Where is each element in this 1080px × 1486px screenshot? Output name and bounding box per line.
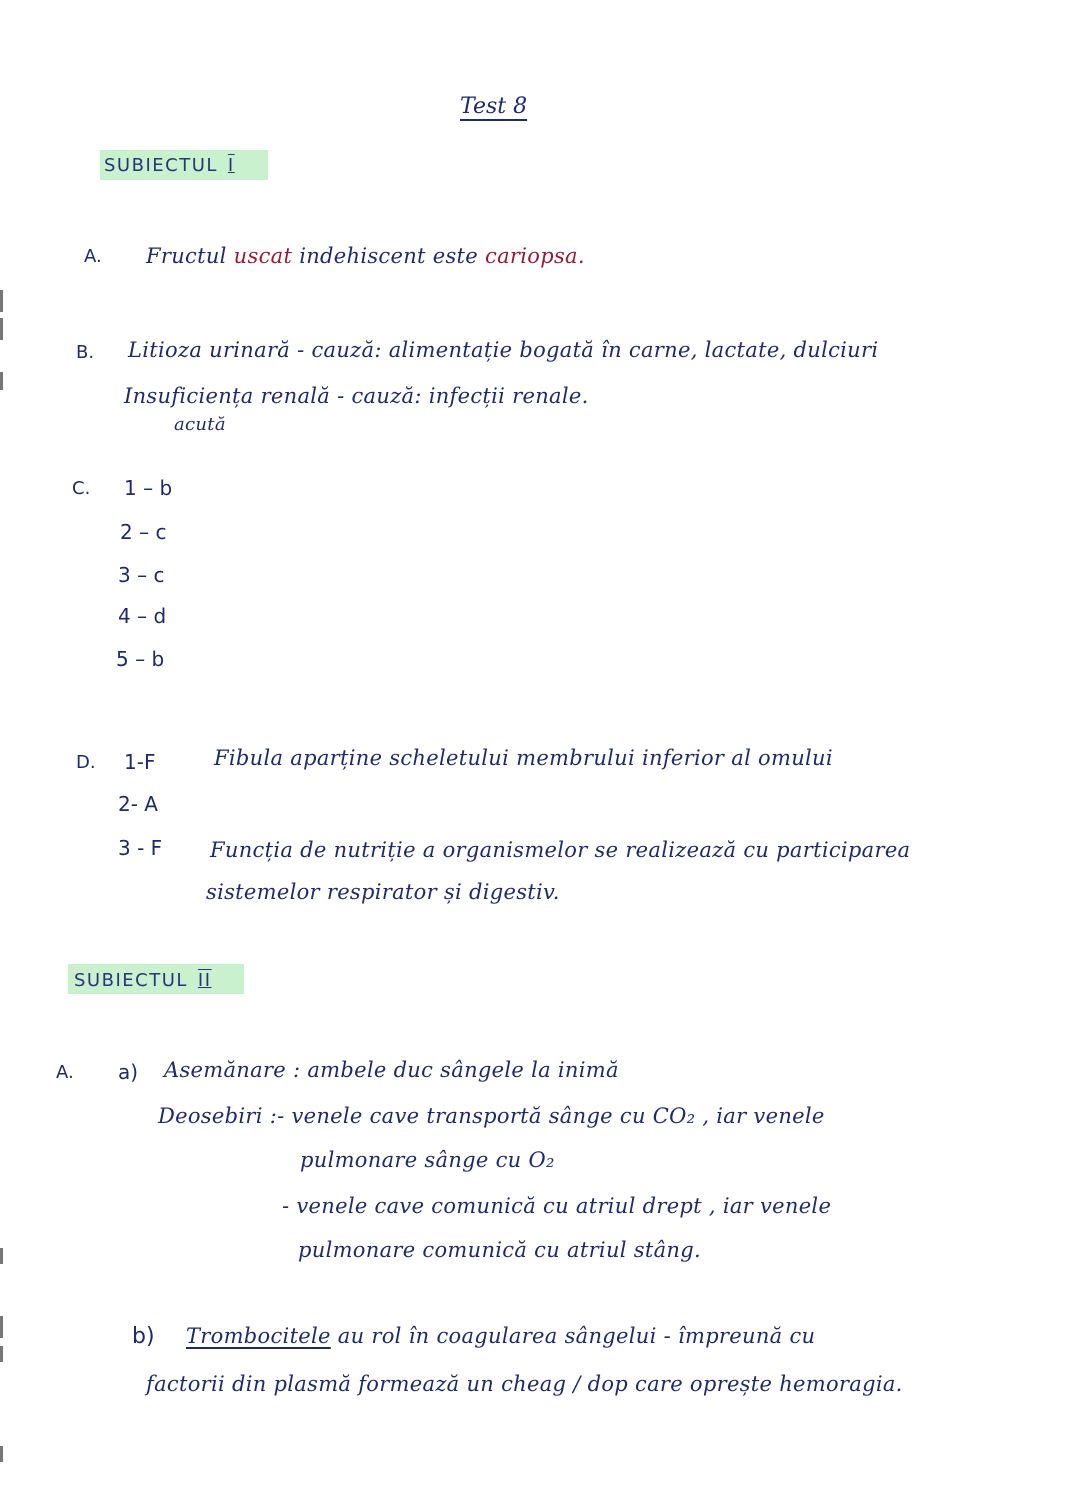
section-heading-text: SUBIECTUL	[74, 970, 188, 991]
answer-line: pulmonare sânge cu O₂	[300, 1148, 555, 1172]
item-label-d: D.	[76, 752, 96, 773]
match-row: 4 – d	[118, 604, 167, 628]
answer-a-keyword: uscat	[233, 244, 293, 268]
section-heading-1	[104, 155, 235, 176]
truefalse-correction: Fibula aparține scheletului membrului inferior al omului	[214, 746, 833, 770]
answer-line: pulmonare comunică cu atriul stâng.	[298, 1238, 701, 1262]
margin-mark	[0, 1446, 3, 1462]
answer-b-line: Litioza urinară - cauză: alimentație bogată în carne, lactate, dulciuri	[128, 338, 879, 362]
answer-b-insertion: acută	[174, 414, 226, 435]
truefalse-key: 1-F	[124, 750, 156, 774]
item-label-c: C.	[72, 478, 91, 499]
margin-mark	[0, 290, 3, 312]
match-row: 2 – c	[120, 520, 167, 544]
answer-b-line: Insuficiența renală - cauză: infecții renale.	[124, 384, 589, 408]
margin-mark	[0, 372, 3, 390]
answer-a-keyword: cariopsa.	[485, 244, 585, 268]
answer-a-part: indehiscent este	[299, 244, 479, 268]
section-heading-number: I	[227, 155, 235, 176]
section-heading-text: SUBIECTUL	[104, 155, 218, 176]
margin-mark	[0, 1248, 3, 1264]
match-row: 5 – b	[116, 647, 165, 671]
subitem-label: b)	[132, 1324, 155, 1349]
section-heading-number: II	[197, 970, 212, 991]
answer-line: - venele cave comunică cu atriul drept , iar venele	[282, 1194, 832, 1218]
answer-line: Asemănare : ambele duc sângele la inimă	[164, 1058, 619, 1082]
page-title: Test 8	[460, 94, 528, 119]
truefalse-key: 3 - F	[118, 836, 163, 860]
item-label-b: B.	[76, 342, 95, 363]
margin-mark	[0, 318, 3, 340]
keyword-underlined: Trombocitele	[186, 1324, 331, 1348]
answer-line-rest: au rol în coagularea sângelui - împreună cu	[337, 1324, 816, 1348]
margin-mark	[0, 1316, 3, 1338]
match-row: 3 – c	[118, 563, 165, 587]
match-row: 1 – b	[124, 476, 173, 500]
answer-a-part: Fructul	[146, 244, 227, 268]
answer-line	[186, 1326, 815, 1347]
truefalse-correction: Funcția de nutriție a organismelor se realizează cu participarea	[210, 838, 911, 862]
item-label-a: A.	[84, 246, 102, 267]
answer-a	[146, 246, 585, 267]
section-heading-2	[74, 970, 212, 991]
answer-line: Deosebiri :- venele cave transportă sânge cu CO₂ , iar venele	[158, 1104, 825, 1128]
item-label-a: A.	[56, 1062, 74, 1083]
subitem-label: a)	[118, 1060, 139, 1084]
truefalse-correction: sistemelor respirator și digestiv.	[206, 880, 560, 904]
margin-mark	[0, 1346, 3, 1362]
truefalse-key: 2- A	[118, 792, 158, 816]
answer-line: factorii din plasmă formează un cheag / dop care oprește hemoragia.	[146, 1372, 903, 1396]
